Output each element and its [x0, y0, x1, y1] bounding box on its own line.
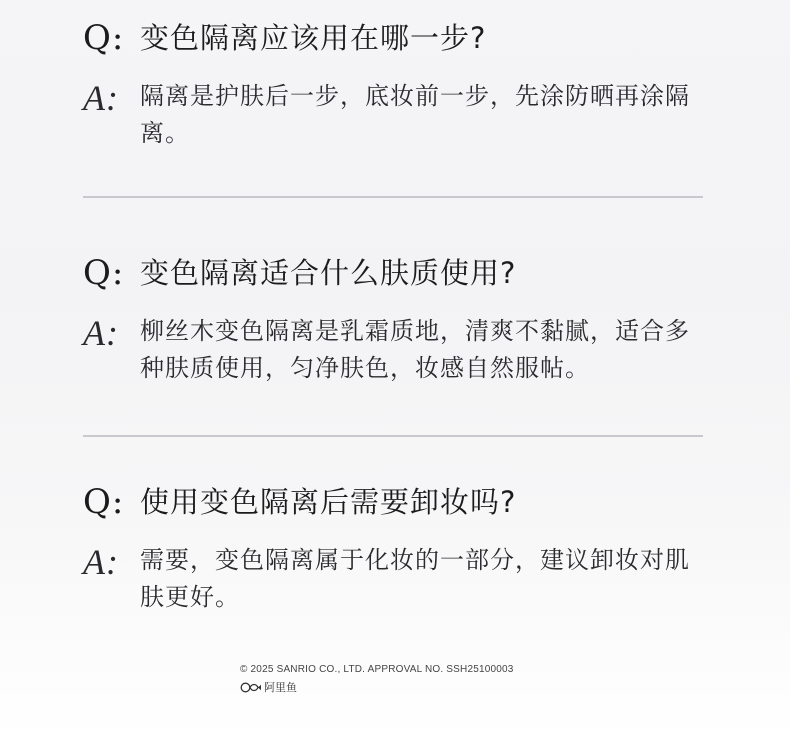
brand-logo — [240, 679, 514, 695]
alifish-logo-icon — [240, 682, 262, 693]
q-marker: Q: — [83, 18, 125, 58]
divider — [83, 196, 703, 198]
answer-row — [83, 78, 703, 152]
divider — [83, 435, 703, 437]
answer-text: 需要，变色隔离属于化妆的一部分，建议卸妆对肌肤更好。 — [140, 546, 690, 611]
a-marker: A: — [83, 542, 119, 582]
copyright-text: © 2025 SANRIO CO., LTD. APPROVAL NO. SSH25100003 — [240, 664, 514, 675]
faq-item — [83, 253, 703, 387]
question-text: 使用变色隔离后需要卸妆吗? — [140, 485, 517, 519]
question-text: 变色隔离应该用在哪一步? — [140, 21, 487, 55]
answer-text: 柳丝木变色隔离是乳霜质地，清爽不黏腻，适合多种肤质使用，匀净肤色，妆感自然服帖。 — [140, 317, 690, 382]
answer-row — [83, 542, 703, 616]
answer-text: 隔离是护肤后一步，底妆前一步，先涂防晒再涂隔离。 — [140, 82, 690, 147]
footer — [240, 664, 514, 695]
question-row — [83, 482, 703, 522]
a-marker: A: — [83, 78, 119, 118]
answer-row — [83, 313, 703, 387]
a-marker: A: — [83, 313, 119, 353]
brand-name: 阿里鱼 — [264, 682, 297, 694]
question-text: 变色隔离适合什么肤质使用? — [140, 256, 517, 290]
q-marker: Q: — [83, 482, 125, 522]
faq-item — [83, 18, 703, 152]
q-marker: Q: — [83, 253, 125, 293]
faq-item — [83, 482, 703, 616]
question-row — [83, 253, 703, 293]
question-row — [83, 18, 703, 58]
